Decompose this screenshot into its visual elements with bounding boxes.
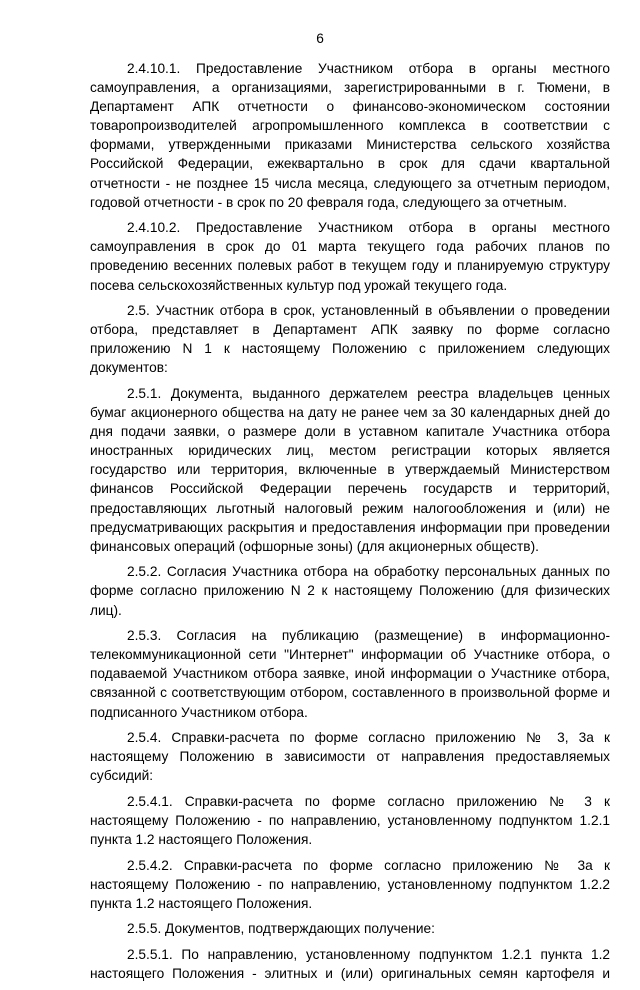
paragraph-2-5-5-1: 2.5.5.1. По направлению, установленному подпунктом 1.2.1 пункта 1.2 настоящего Положения - элитных и (или) оригинальных семян картофеля и	[90, 947, 610, 982]
paragraph-2-5-5: 2.5.5. Документов, подтверждающих получение:	[127, 921, 435, 937]
paragraph-2-5-3: 2.5.3. Согласия на публикацию (размещение) в информационно-телекоммуникационной сети "Интернет" информации об Участнике отбора, о подаваемой Участником отбора заявке, иной информации о Участнике отбора, связанной с соответствующим отбором, составленного в произвольной форме и подписанного Участником отбора.	[90, 628, 610, 720]
paragraph-2-4-10-1: 2.4.10.1. Предоставление Участником отбора в органы местного самоуправления, а организациями, зарегистрированными в г. Тюмени, в Департамент АПК отчетности о финансово-экономическом состоянии товаропроизводителей агропромышленного комплекса в соответствии с формами, утвержденными приказами Министерства сельского хозяйства Российской Федерации, ежеквартально в срок для сдачи квартальной отчетности - не позднее 15 числа месяца, следующего за отчетным периодом, годовой отчетности - в срок по 20 февраля года, следующего за отчетным.	[90, 61, 610, 210]
paragraph-2-5-2: 2.5.2. Согласия Участника отбора на обработку персональных данных по форме согласно приложению N 2 к настоящему Положению (для физических лиц).	[90, 564, 610, 618]
page-number: 6	[316, 31, 324, 46]
paragraph-2-5-4-2: 2.5.4.2. Справки-расчета по форме согласно приложению № 3а к настоящему Положению - по направлению, установленному подпунктом 1.2.2 пункта 1.2 настоящего Положения.	[90, 857, 610, 911]
document-body	[90, 59, 610, 990]
paragraph-2-5-4: 2.5.4. Справки-расчета по форме согласно приложению № 3, 3а к настоящему Положению в зависимости от направления предоставляемых субсидий:	[90, 730, 610, 784]
paragraph-2-5: 2.5. Участник отбора в срок, установленный в объявлении о проведении отбора, представляет в Департамент АПК заявку по форме согласно приложению N 1 к настоящему Положению с приложением следующих документов:	[90, 303, 610, 376]
paragraph-2-5-4-1: 2.5.4.1. Справки-расчета по форме согласно приложению № 3 к настоящему Положению - по направлению, установленному подпунктом 1.2.1 пункта 1.2 настоящего Положения.	[90, 793, 610, 848]
paragraph-2-4-10-2: 2.4.10.2. Предоставление Участником отбора в органы местного самоуправления в срок до 01 марта текущего года рабочих планов по проведению весенних полевых работ в текущем году и планируемую структуру посева сельскохозяйственных культур под урожай текущего года.	[90, 220, 610, 293]
paragraph-2-5-1: 2.5.1. Документа, выданного держателем реестра владельцев ценных бумаг акционерного общества на дату не ранее чем за 30 календарных дней до дня подачи заявки, о размере доли в уставном капитале Участника отбора иностранных юридических лиц, местом регистрации которых является государство или территория, включенные в утверждаемый Министерством финансов Российской Федерации перечень государств и территорий, предоставляющих льготный налоговый режим налогообложения и (или) не предусматривающих раскрытия и предоставления информации при проведении финансовых операций (офшорные зоны) (для акционерных обществ).	[90, 386, 610, 554]
